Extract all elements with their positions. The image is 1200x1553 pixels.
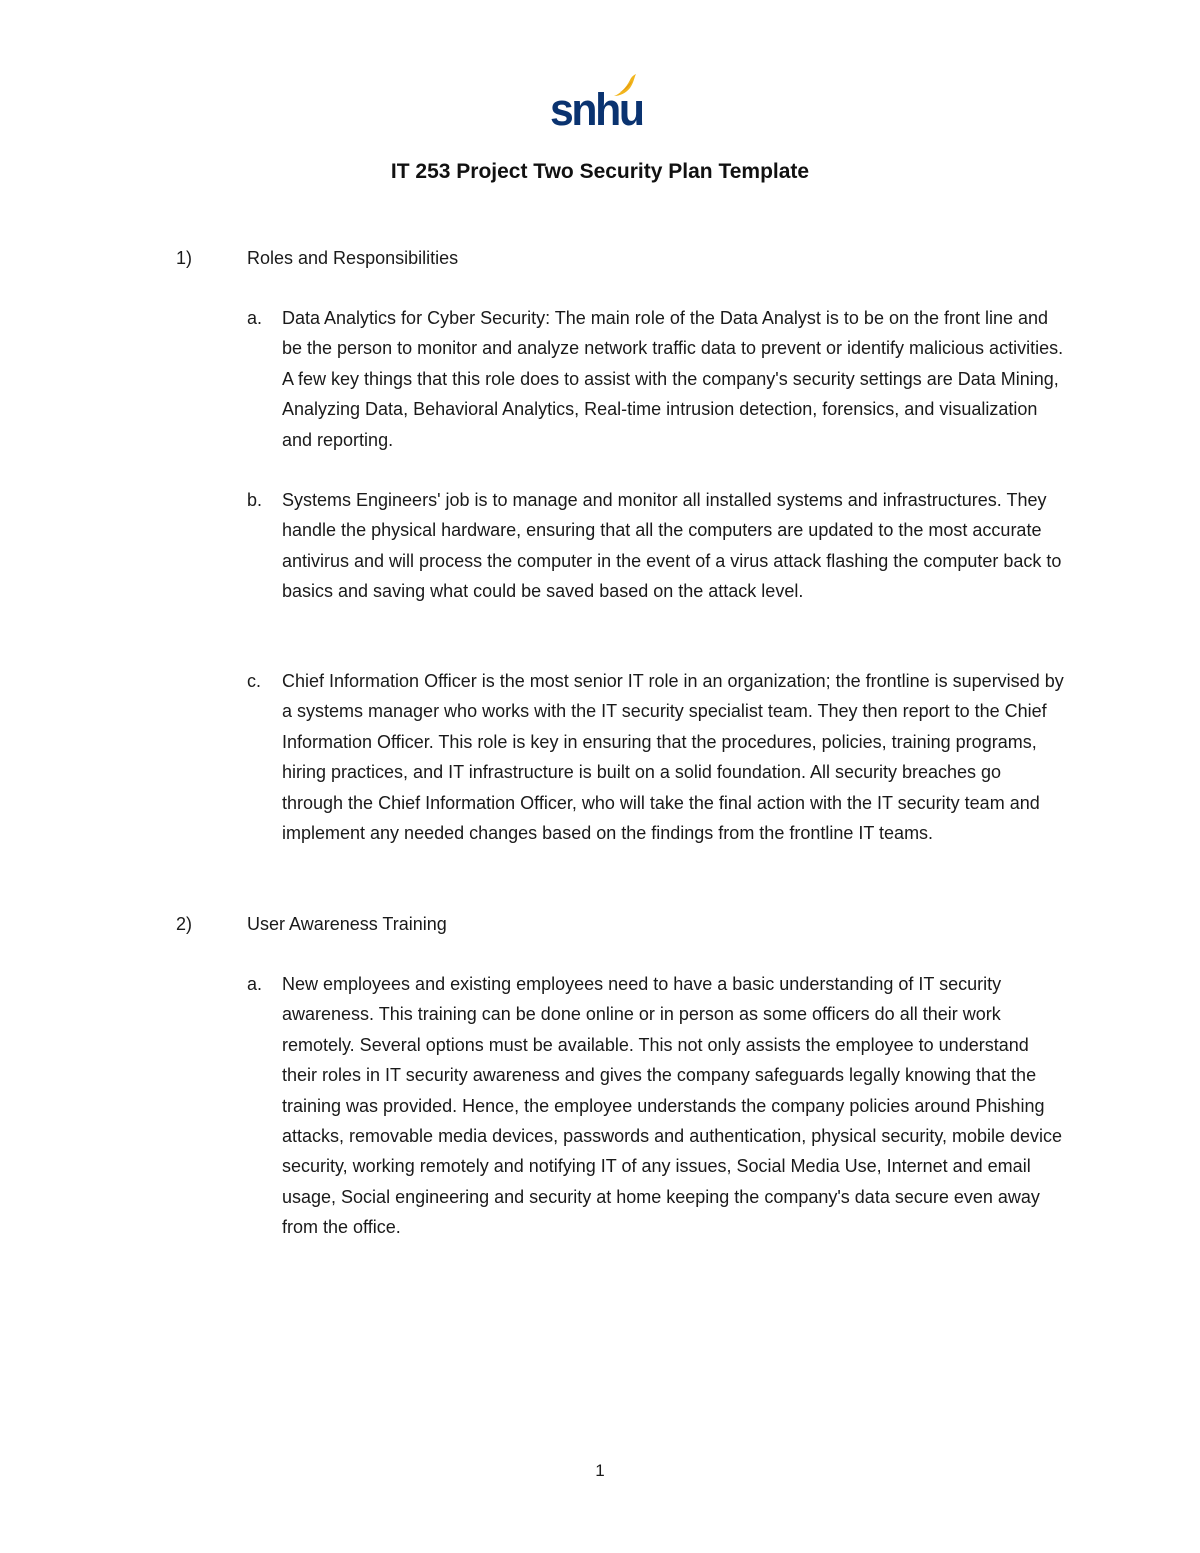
page-number: 1: [595, 1461, 605, 1480]
list-item-text: Systems Engineers' job is to manage and monitor all installed systems and infrastructures. They handle the physical hardware, ensuring that all the computers are updated to the most accurate antivirus and will process the computer in the event of a virus attack flashing the computer back to basics and saving what could be saved based on the attack level.: [282, 490, 1062, 602]
section-heading: Roles and Responsibilities: [247, 248, 459, 268]
list-item-text: Chief Information Officer is the most senior IT role in an organization; the frontline is supervised by a systems manager who works with the IT security specialist team. They then report to the Chief Information Officer. This role is key in ensuring that the procedures, policies, training programs, hiring practices, and IT infrastructure is built on a solid foundation. All security breaches go through the Chief Information Officer, who will take the final action with the IT security team and implement any needed changes based on the findings from the frontline IT teams.: [282, 671, 1064, 844]
list-item-letter: a.: [247, 974, 263, 994]
section-number: 1): [176, 248, 193, 268]
list-item-letter: c.: [247, 671, 262, 691]
document-title: IT 253 Project Two Security Plan Template: [390, 160, 810, 183]
section-number: 2): [176, 914, 193, 934]
list-item-letter: a.: [247, 308, 263, 328]
list-item-text: Data Analytics for Cyber Security: The main role of the Data Analyst is to be on the front line and be the person to monitor and analyze network traffic data to prevent or identify malicious activities. A few key things that this role does to assist with the company's security settings are Data Mining, Analyzing Data, Behavioral Analytics, Real-time intrusion detection, forensics, and visualization and reporting.: [282, 308, 1064, 450]
snhu-logo: [550, 72, 650, 136]
section-heading: User Awareness Training: [247, 914, 447, 934]
logo-wordmark: snhu: [550, 84, 643, 135]
list-item-letter: b.: [247, 490, 263, 510]
list-item-text: New employees and existing employees need to have a basic understanding of IT security awareness. This training can be done online or in person as some officers do all their work remotely. Several options must be available. This not only assists the employee to understand their roles in IT security awareness and gives the company safeguards legally knowing that the training was provided. Hence, the employee understands the company policies around Phishing attacks, removable media devices, passwords and authentication, physical security, mobile device security, working remotely and notifying IT of any issues, Social Media Use, Internet and email usage, Social engineering and security at home keeping the company's data secure even away from the office.: [282, 974, 1063, 1238]
